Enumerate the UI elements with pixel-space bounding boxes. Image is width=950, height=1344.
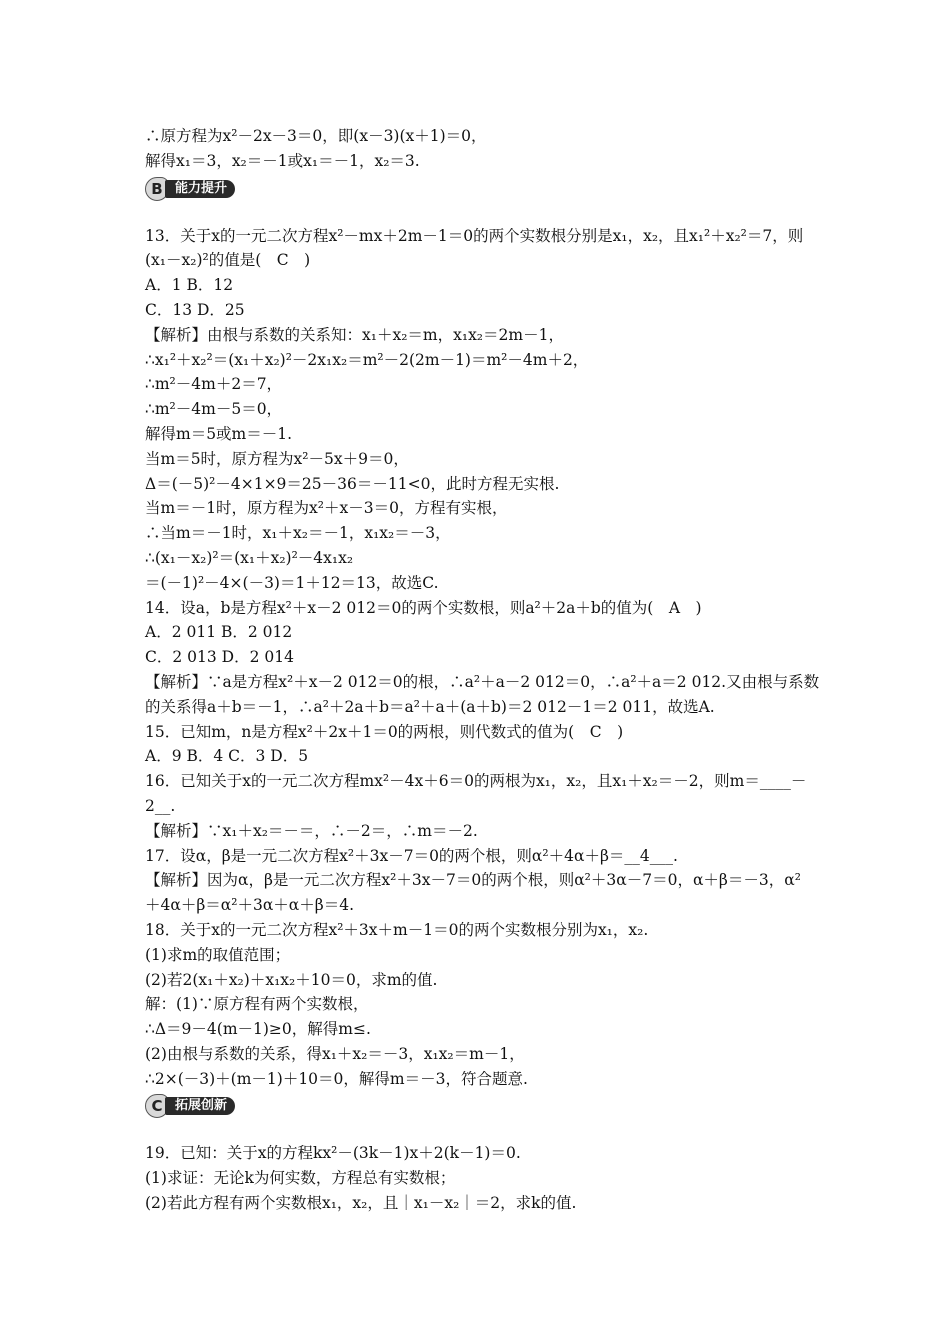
section-title: 拓展创新 (165, 1097, 235, 1115)
text-line: ∴x₁²＋x₂²＝(x₁＋x₂)²－2x₁x₂＝m²－2(2m－1)＝m²－4m＋2， (145, 350, 589, 369)
section-title: 能力提升 (165, 180, 235, 198)
text-line: 19．已知：关于x的方程kx²－(3k－1)x＋2(k－1)＝0. (145, 1144, 521, 1163)
text-line: 【解析】∵a是方程x²＋x－2 012＝0的根，∴a²＋a－2 012＝0，∴a²＋a＝2 012.又由根与系数 (145, 672, 820, 691)
text-line: 15．已知m，n是方程x²＋2x＋1＝0的两根，则代数式的值为( C ) (145, 722, 624, 741)
text-line: ∴(x₁－x₂)²＝(x₁＋x₂)²－4x₁x₂ (145, 548, 354, 567)
text-line: 解：(1)∵原方程有两个实数根， (145, 995, 369, 1014)
text-line: ∴原方程为x²－2x－3＝0，即(x－3)(x＋1)＝0， (145, 127, 487, 145)
text-line: 16．已知关于x的一元二次方程mx²－4x＋6＝0的两根为x₁，x₂，且x₁＋x₂＝－2，则m＝____－ (145, 772, 807, 791)
text-line: 17．设α，β是一元二次方程x²＋3x－7＝0的两个根，则α²＋4α＋β＝__4___. (145, 846, 678, 865)
text-line: (2)若2(x₁＋x₂)＋x₁x₂＋10＝0，求m的值. (145, 970, 438, 989)
text-line: ∴2×(－3)＋(m－1)＋10＝0，解得m＝－3，符合题意. (145, 1069, 528, 1088)
section-header-b (145, 176, 815, 202)
text-line: 解得m＝5或m＝－1. (145, 424, 293, 443)
text-line: 14．设a，b是方程x²＋x－2 012＝0的两个实数根，则a²＋2a＋b的值为( A ) (145, 598, 702, 617)
text-line: C．2 013 D．2 014 (145, 648, 294, 667)
mid-lines (145, 224, 820, 1092)
text-line: ＝(－1)²－4×(－3)＝1＋12＝13，故选C. (145, 573, 439, 592)
text-line: ∴m²－4m＋2＝7， (145, 375, 283, 394)
text-line: A．2 011 B．2 012 (145, 623, 293, 642)
text-line: Δ＝(－5)²－4×1×9＝25－36＝－11<0，此时方程无实根. (145, 474, 560, 493)
text-line: 解得x₁＝3，x₂＝－1或x₁＝－1，x₂＝3. (145, 151, 420, 170)
text-line: 【解析】因为α，β是一元二次方程x²＋3x－7＝0的两个根，则α²＋3α－7＝0，α＋β＝－3，α² (145, 871, 801, 890)
text-line: (2)若此方程有两个实数根x₁，x₂，且｜x₁－x₂｜＝2，求k的值. (145, 1194, 577, 1213)
text-line: A．9 B．4 C．3 D．5 (145, 747, 309, 766)
text-line: (1)求m的取值范围； (145, 945, 291, 964)
text-line: 的关系得a＋b＝－1，∴a²＋2a＋b＝a²＋a＋(a＋b)＝2 012－1＝2 011，故选A. (145, 697, 715, 716)
text-line: ＋4α＋β＝α²＋3α＋α＋β＝4. (145, 896, 355, 915)
text-line: (1)求证：无论k为何实数，方程总有实数根； (145, 1169, 456, 1188)
text-line: ∴m²－4m－5＝0， (145, 400, 283, 419)
section-letter-badge: C (145, 1094, 169, 1118)
text-line: (x₁－x₂)²的值是( C ) (145, 251, 311, 270)
text-line: 当m＝5时，原方程为x²－5x＋9＝0， (145, 449, 409, 468)
bottom-lines (145, 1141, 815, 1215)
text-line: C．13 D．25 (145, 300, 245, 319)
text-line: ∴当m＝－1时，x₁＋x₂＝－1，x₁x₂＝－3， (145, 524, 451, 543)
text-line: 【解析】由根与系数的关系知：x₁＋x₂＝m，x₁x₂＝2m－1， (145, 325, 564, 344)
section-header-c (145, 1093, 815, 1119)
text-line: ∴Δ＝9－4(m－1)≥0，解得m≤. (145, 1020, 371, 1039)
text-line: 当m＝－1时，原方程为x²＋x－3＝0，方程有实根， (145, 499, 508, 518)
text-line: 【解析】∵x₁＋x₂＝－＝，∴－2＝，∴m＝－2. (145, 821, 478, 840)
text-line: 2__. (145, 796, 176, 815)
text-line: (2)由根与系数的关系，得x₁＋x₂＝－3，x₁x₂＝m－1， (145, 1044, 525, 1063)
text-line: A．1 B．12 (145, 276, 234, 295)
document-page (145, 124, 820, 1216)
top-lines (145, 124, 815, 174)
text-line: 13．关于x的一元二次方程x²－mx＋2m－1＝0的两个实数根分别是x₁，x₂，且x₁²＋x₂²＝7，则 (145, 226, 804, 245)
section-letter-badge: B (145, 177, 169, 201)
text-line: 18．关于x的一元二次方程x²＋3x＋m－1＝0的两个实数根分别为x₁，x₂. (145, 920, 649, 939)
